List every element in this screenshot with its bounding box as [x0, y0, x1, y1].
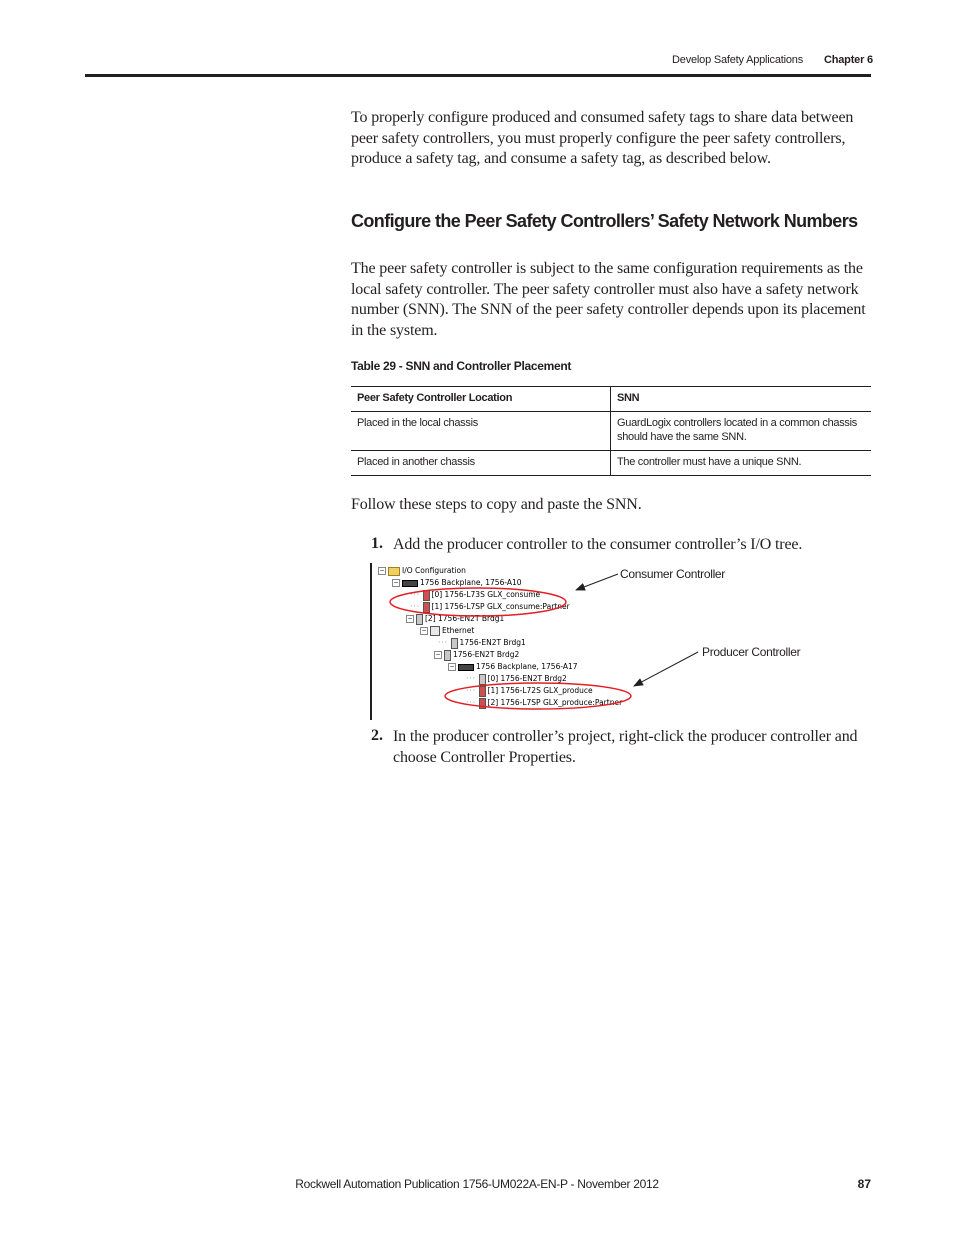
tree-node-slot0-brdg2: ··· [0] 1756-EN2T Brdg2 [466, 674, 567, 683]
figure-annotations [380, 560, 800, 720]
collapse-icon: − [379, 567, 385, 574]
step-1-number: 1. [371, 535, 383, 552]
tree-node-consume: ··· [0] 1756-L73S GLX_consume [410, 590, 541, 599]
tree-node-en2t-brdg1: ··· 1756-EN2T Brdg1 [438, 638, 526, 647]
table-title: Table 29 - SNN and Controller Placement [351, 359, 572, 373]
collapse-icon: − [421, 627, 427, 634]
producer-callout-arrow [634, 652, 698, 686]
body-paragraph: The peer safety controller is subject to the same configuration requirements as the local safety controller. The peer safety controller must also have a safety network number (SNN). The SNN of the peer safety controller depends upon its placement in the system. [351, 260, 866, 339]
intro-paragraph: To properly configure produced and consumed safety tags to share data between peer safety controllers, you must properly configure the peer safety controllers, produce a safety tag, and consume a safety tag, as described below. [351, 109, 854, 167]
tree-node-ethernet: − Ethernet [421, 626, 475, 635]
tree-node-consume-partner: ··· [1] 1756-L7SP GLX_consume:Partner [410, 602, 570, 611]
collapse-icon: − [435, 651, 441, 658]
consumer-controller-label: Consumer Controller [620, 567, 726, 581]
table-header-location: Peer Safety Controller Location [351, 387, 611, 412]
collapse-icon: − [407, 615, 413, 622]
page-number: 87 [857, 1177, 871, 1191]
table-header-row [351, 387, 871, 412]
tree-node-en2t-brdg2: − 1756-EN2T Brdg2 [435, 650, 520, 659]
tree-node-brdg1: − [2] 1756-EN2T Brdg1 [407, 614, 505, 623]
table-cell: Placed in another chassis [351, 451, 611, 476]
tree-node-backplane-a10: − 1756 Backplane, 1756-A10 [393, 578, 522, 587]
step-2-number: 2. [371, 727, 383, 744]
section-heading: Configure the Peer Safety Controllers’ Safety Network Numbers [351, 211, 858, 231]
consumer-callout-arrow [576, 574, 618, 590]
producer-controller-label: Producer Controller [702, 645, 801, 659]
table-cell: Placed in the local chassis [351, 412, 611, 451]
table-header-snn: SNN [611, 387, 872, 412]
collapse-icon: − [449, 663, 455, 670]
snn-table [351, 386, 871, 476]
table-cell: GuardLogix controllers located in a common chassis should have the same SNN. [611, 412, 872, 451]
follow-steps-text: Follow these steps to copy and paste the SNN. [351, 496, 642, 513]
tree-node-produce: ··· [1] 1756-L72S GLX_produce [466, 686, 593, 695]
tree-node-backplane-a17: − 1756 Backplane, 1756-A17 [449, 662, 578, 671]
tree-node-produce-partner: ··· [2] 1756-L7SP GLX_produce:Partner [466, 698, 623, 707]
running-header-section: Develop Safety Applications [672, 54, 803, 66]
table-row [351, 412, 871, 451]
table-row [351, 451, 871, 476]
producer-highlight-ellipse [445, 683, 631, 709]
running-header-chapter: Chapter 6 [824, 54, 873, 66]
tree-node-io-config: − I/O Configuration [379, 566, 466, 575]
header-rule [85, 74, 871, 77]
table-cell: The controller must have a unique SNN. [611, 451, 872, 476]
consumer-highlight-ellipse [390, 588, 566, 616]
step-1-text: Add the producer controller to the consumer controller’s I/O tree. [393, 536, 803, 553]
step-2-text: In the producer controller’s project, right-click the producer controller and choose Controller Properties. [393, 728, 858, 766]
footer-publication: Rockwell Automation Publication 1756-UM022A-EN-P - November 2012 [295, 1177, 659, 1191]
collapse-icon: − [393, 579, 399, 586]
